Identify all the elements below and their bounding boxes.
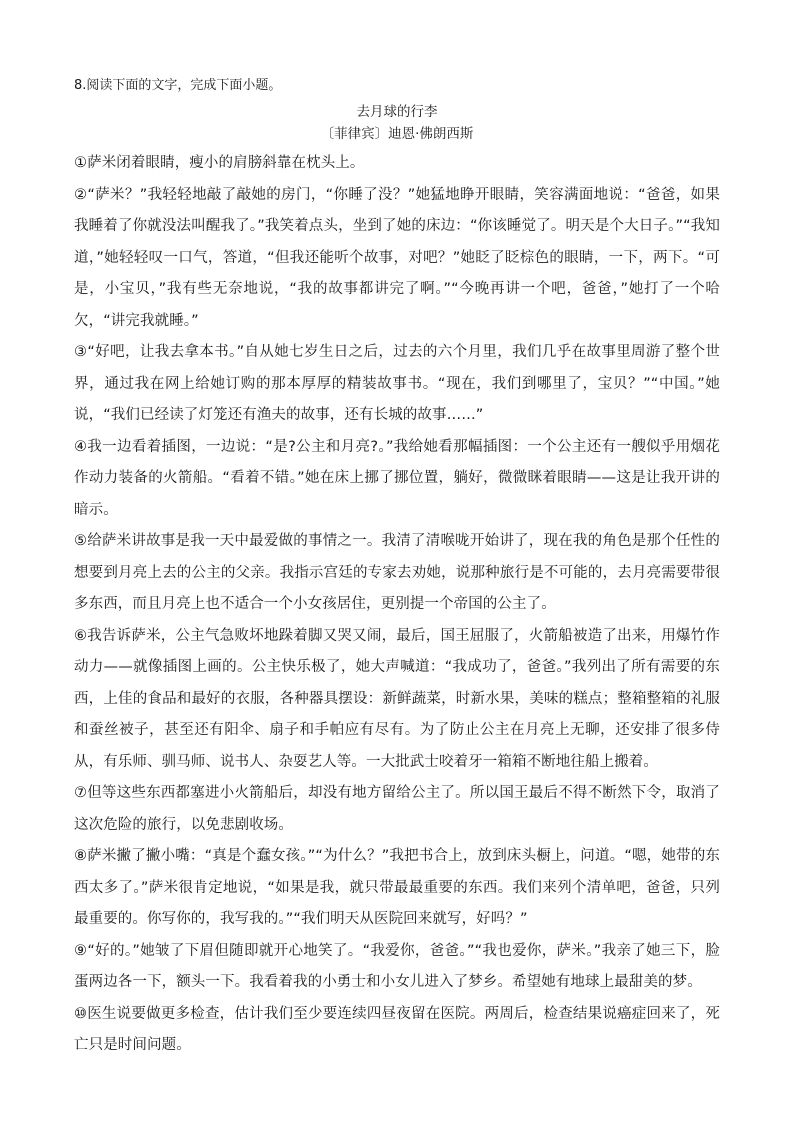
paragraph-7: ⑦但等这些东西都塞进小火箭船后，却没有地方留给公主了。所以国王最后不得不断然下令，取消了这次危险的旅行，以免悲剧收场。 <box>74 785 720 833</box>
paragraph-8: ⑧萨米撇了撇小嘴：“真是个蠢女孩。”“为什么？”我把书合上，放到床头橱上，问道。“嗯，她带的东西太多了。”萨米很肯定地说，“如果是我，就只带最最重要的东西。我们来列个清单吧，爸爸，只列最重要的。你写你的，我写我的。”“我们明天从医院回来就写，好吗？” <box>74 848 720 927</box>
paragraph-2: ②“萨米？”我轻轻地敲了敲她的房门，“你睡了没？”她猛地睁开眼睛，笑容满面地说：“爸爸，如果我睡着了你就没法叫醒我了。”我笑着点头，坐到了她的床边：“你该睡觉了。明天是个大日子。”“我知道，”她轻轻叹一口气，答道，“但我还能听个故事，对吧？”她眨了眨棕色的眼睛，一下，两下。“可是，小宝贝，”我有些无奈地说，“我的故事都讲完了啊。”“今晚再讲一个吧，爸爸，”她打了一个哈欠，“讲完我就睡。” <box>74 186 720 329</box>
paragraph-6: ⑥我告诉萨米，公主气急败坏地跺着脚又哭又闹，最后，国王屈服了，火箭船被造了出来，用爆竹作动力——就像插图上画的。公主快乐极了，她大声喊道：“我成功了，爸爸。”我列出了所有需要的东西，上佳的食品和最好的衣服，各种器具摆设：新鲜蔬菜，时新水果，美味的糕点；整箱整箱的礼服和蚕丝被子，甚至还有阳伞、扇子和手帕应有尽有。为了防止公主在月亮上无聊，还安排了很多侍从，有乐师、驯马师、说书人、杂耍艺人等。一大批武士咬着牙一箱箱不断地往船上搬着。 <box>74 627 720 770</box>
paragraph-9: ⑨“好的。”她皱了下眉但随即就开心地笑了。“我爱你，爸爸。”“我也爱你，萨米。”我亲了她三下，脸蛋两边各一下，额头一下。我看着我的小勇士和小女儿进入了梦乡。希望她有地球上最甜美的梦。 <box>74 942 720 990</box>
paragraph-1: ①萨米闭着眼睛，瘦小的肩膀斜靠在枕头上。 <box>74 155 365 171</box>
article-title: 去月球的行李 <box>356 104 438 120</box>
paragraph-5: ⑤给萨米讲故事是我一天中最爱做的事情之一。我清了清喉咙开始讲了，现在我的角色是那个任性的想要到月亮上去的公主的父亲。我指示宫廷的专家去劝她，说那种旅行是不可能的，去月亮需要带很多东西，而且月亮上也不适合一个小女孩居住，更别提一个帝国的公主了。 <box>74 533 720 612</box>
paragraph-10: ⑩医生说要做更多检查，估计我们至少要连续四昼夜留在医院。两周后，检查结果说癌症回来了，死亡只是时间问题。 <box>74 1005 720 1053</box>
paragraph-4: ④我一边看着插图，一边说：“是?公主和月亮?。”我给她看那幅插图：一个公主还有一艘似乎用烟花作动力装备的火箭船。“看着不错。”她在床上挪了挪位置，躺好，微微眯着眼睛——这是让我开讲的暗示。 <box>74 438 720 518</box>
paragraph-3: ③“好吧，让我去拿本书。”自从她七岁生日之后，过去的六个月里，我们几乎在故事里周游了整个世界，通过我在网上给她订购的那本厚厚的精装故事书。“现在，我们到哪里了，宝贝？”“中国。”她说，“我们已经读了灯笼还有渔夫的故事，还有长城的故事……” <box>74 344 720 423</box>
article-author: 〔菲律宾〕迪恩·佛朗西斯 <box>320 126 474 142</box>
question-prompt: 8.阅读下面的文字，完成下面小题。 <box>74 78 282 93</box>
article-body <box>74 148 720 1062</box>
